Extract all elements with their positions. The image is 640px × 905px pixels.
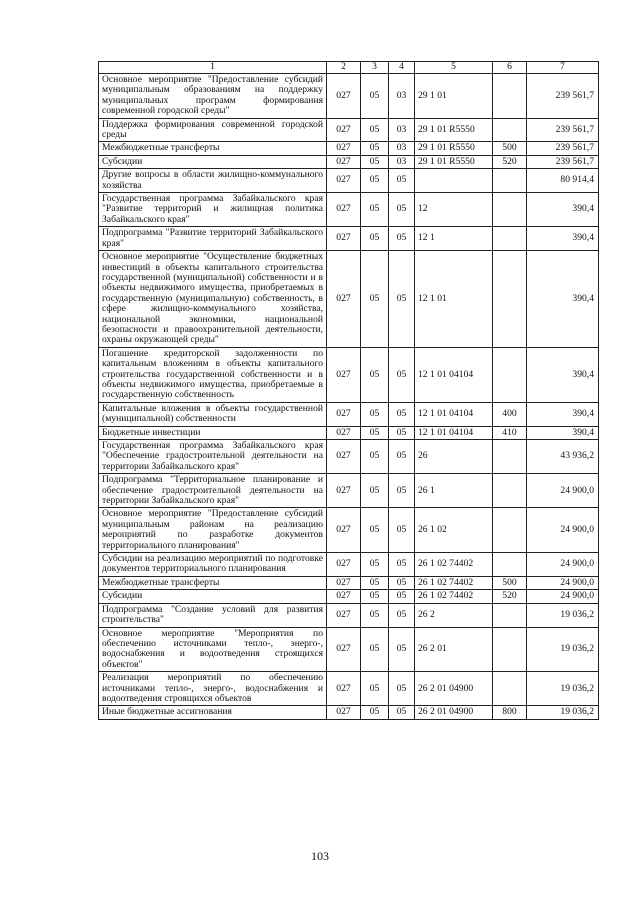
cell-sum: 239 561,7 [527, 142, 599, 155]
cell-csr: 26 2 01 04900 [415, 706, 493, 719]
cell-vr [493, 251, 527, 348]
cell-rz: 05 [361, 440, 389, 474]
cell-csr: 12 [415, 193, 493, 227]
cell-pr: 03 [389, 74, 415, 119]
cell-ved: 027 [327, 426, 361, 439]
cell-pr: 05 [389, 627, 415, 672]
cell-sum: 239 561,7 [527, 118, 599, 142]
cell-vr [493, 74, 527, 119]
cell-vr [493, 118, 527, 142]
column-header-sum: 7 [527, 62, 599, 74]
table-row [99, 603, 599, 627]
cell-vr: 500 [493, 142, 527, 155]
cell-ved: 027 [327, 193, 361, 227]
cell-pr: 05 [389, 508, 415, 553]
cell-rz: 05 [361, 706, 389, 719]
cell-ved: 027 [327, 402, 361, 426]
cell-name: Основное мероприятие "Предоставление субсидий муниципальным образованиям на поддержку муниципальных программ формирования современной городской среды" [99, 74, 327, 119]
table-row [99, 193, 599, 227]
cell-name: Другие вопросы в области жилищно-коммунального хозяйства [99, 169, 327, 193]
cell-rz: 05 [361, 627, 389, 672]
cell-vr [493, 672, 527, 706]
cell-vr [493, 553, 527, 577]
cell-rz: 05 [361, 672, 389, 706]
cell-csr [415, 169, 493, 193]
cell-sum: 390,4 [527, 426, 599, 439]
cell-sum: 19 036,2 [527, 603, 599, 627]
cell-pr: 05 [389, 706, 415, 719]
cell-csr: 12 1 01 04104 [415, 426, 493, 439]
cell-vr [493, 169, 527, 193]
cell-vr [493, 193, 527, 227]
cell-sum: 390,4 [527, 347, 599, 402]
cell-rz: 05 [361, 402, 389, 426]
cell-ved: 027 [327, 672, 361, 706]
cell-name: Реализация мероприятий по обеспечению источниками тепло-, энерго-, водоснабжения и водоотведения строящихся объектов [99, 672, 327, 706]
table-row [99, 426, 599, 439]
table-header-row [99, 62, 599, 74]
cell-sum: 239 561,7 [527, 74, 599, 119]
cell-sum: 239 561,7 [527, 155, 599, 168]
cell-name: Субсидии [99, 590, 327, 603]
cell-sum: 80 914,4 [527, 169, 599, 193]
cell-ved: 027 [327, 440, 361, 474]
table-row [99, 142, 599, 155]
cell-ved: 027 [327, 474, 361, 508]
cell-csr: 29 1 01 R5550 [415, 142, 493, 155]
cell-pr: 05 [389, 553, 415, 577]
cell-ved: 027 [327, 553, 361, 577]
page-number: 103 [311, 849, 329, 863]
cell-pr: 03 [389, 155, 415, 168]
table-row [99, 251, 599, 348]
cell-ved: 027 [327, 706, 361, 719]
cell-sum: 19 036,2 [527, 706, 599, 719]
cell-sum: 24 900,0 [527, 576, 599, 589]
cell-pr: 05 [389, 193, 415, 227]
table-row [99, 440, 599, 474]
cell-ved: 027 [327, 169, 361, 193]
cell-rz: 05 [361, 576, 389, 589]
cell-pr: 03 [389, 118, 415, 142]
cell-rz: 05 [361, 74, 389, 119]
cell-name: Субсидии на реализацию мероприятий по подготовке документов территориального планирования [99, 553, 327, 577]
budget-table [98, 61, 599, 720]
cell-sum: 390,4 [527, 251, 599, 348]
cell-pr: 05 [389, 227, 415, 251]
cell-name: Бюджетные инвестиции [99, 426, 327, 439]
cell-pr: 05 [389, 426, 415, 439]
cell-csr: 12 1 [415, 227, 493, 251]
cell-ved: 027 [327, 590, 361, 603]
cell-rz: 05 [361, 169, 389, 193]
cell-csr: 29 1 01 [415, 74, 493, 119]
cell-ved: 027 [327, 508, 361, 553]
cell-rz: 05 [361, 118, 389, 142]
table-row [99, 155, 599, 168]
table-row [99, 227, 599, 251]
cell-sum: 24 900,0 [527, 553, 599, 577]
table-row [99, 508, 599, 553]
cell-vr [493, 347, 527, 402]
cell-rz: 05 [361, 603, 389, 627]
cell-sum: 43 936,2 [527, 440, 599, 474]
table-row [99, 118, 599, 142]
cell-name: Межбюджетные трансферты [99, 142, 327, 155]
cell-ved: 027 [327, 118, 361, 142]
cell-name: Подпрограмма "Развитие территорий Забайкальского края" [99, 227, 327, 251]
cell-vr [493, 508, 527, 553]
column-header-rz: 3 [361, 62, 389, 74]
table-row [99, 474, 599, 508]
cell-rz: 05 [361, 251, 389, 348]
cell-ved: 027 [327, 227, 361, 251]
table-row [99, 347, 599, 402]
cell-name: Подпрограмма "Создание условий для развития строительства" [99, 603, 327, 627]
cell-vr [493, 627, 527, 672]
cell-ved: 027 [327, 576, 361, 589]
cell-name: Поддержка формирования современной городской среды [99, 118, 327, 142]
cell-ved: 027 [327, 347, 361, 402]
table-row [99, 627, 599, 672]
cell-name: Погашение кредиторской задолженности по капитальным вложениям в объекты капитального строительства государственной собственности и в объекты недвижимого имущества, приобретаемые в государственную собственность [99, 347, 327, 402]
cell-pr: 05 [389, 440, 415, 474]
table-row [99, 553, 599, 577]
cell-vr: 520 [493, 155, 527, 168]
cell-vr: 800 [493, 706, 527, 719]
table-row [99, 672, 599, 706]
cell-csr: 26 2 [415, 603, 493, 627]
column-header-ved: 2 [327, 62, 361, 74]
cell-csr: 29 1 01 R5550 [415, 118, 493, 142]
cell-pr: 05 [389, 251, 415, 348]
cell-rz: 05 [361, 508, 389, 553]
cell-csr: 12 1 01 [415, 251, 493, 348]
cell-name: Основное мероприятие "Предоставление субсидий муниципальным районам на реализацию мероприятий по разработке документов территориального планирования" [99, 508, 327, 553]
cell-pr: 05 [389, 402, 415, 426]
cell-pr: 05 [389, 474, 415, 508]
cell-ved: 027 [327, 251, 361, 348]
cell-csr: 12 1 01 04104 [415, 402, 493, 426]
cell-rz: 05 [361, 193, 389, 227]
cell-ved: 027 [327, 603, 361, 627]
cell-vr: 410 [493, 426, 527, 439]
cell-vr [493, 227, 527, 251]
table-row [99, 706, 599, 719]
cell-rz: 05 [361, 474, 389, 508]
cell-csr: 29 1 01 R5550 [415, 155, 493, 168]
cell-name: Государственная программа Забайкальского края "Обеспечение градостроительной деятельности на территории Забайкальского края" [99, 440, 327, 474]
cell-pr: 05 [389, 603, 415, 627]
cell-csr: 26 2 01 04900 [415, 672, 493, 706]
cell-csr: 12 1 01 04104 [415, 347, 493, 402]
cell-pr: 03 [389, 142, 415, 155]
cell-sum: 24 900,0 [527, 590, 599, 603]
cell-vr [493, 474, 527, 508]
cell-sum: 19 036,2 [527, 627, 599, 672]
cell-rz: 05 [361, 590, 389, 603]
cell-vr: 520 [493, 590, 527, 603]
cell-ved: 027 [327, 74, 361, 119]
cell-vr: 500 [493, 576, 527, 589]
cell-vr [493, 603, 527, 627]
cell-csr: 26 1 02 74402 [415, 553, 493, 577]
cell-sum: 390,4 [527, 193, 599, 227]
cell-name: Государственная программа Забайкальского края "Развитие территорий и жилищная политика Забайкальского края" [99, 193, 327, 227]
cell-sum: 390,4 [527, 227, 599, 251]
cell-rz: 05 [361, 227, 389, 251]
cell-ved: 027 [327, 155, 361, 168]
cell-rz: 05 [361, 426, 389, 439]
cell-csr: 26 1 02 74402 [415, 576, 493, 589]
cell-csr: 26 1 02 [415, 508, 493, 553]
cell-csr: 26 1 02 74402 [415, 590, 493, 603]
cell-rz: 05 [361, 155, 389, 168]
column-header-csr: 5 [415, 62, 493, 74]
cell-rz: 05 [361, 553, 389, 577]
table-row [99, 576, 599, 589]
cell-pr: 05 [389, 169, 415, 193]
cell-sum: 24 900,0 [527, 508, 599, 553]
column-header-vr: 6 [493, 62, 527, 74]
table-row [99, 74, 599, 119]
cell-sum: 390,4 [527, 402, 599, 426]
cell-pr: 05 [389, 590, 415, 603]
cell-name: Капитальные вложения в объекты государственной (муниципальной) собственности [99, 402, 327, 426]
cell-pr: 05 [389, 576, 415, 589]
cell-csr: 26 [415, 440, 493, 474]
cell-name: Подпрограмма "Территориальное планирование и обеспечение градостроительной деятельности на территории Забайкальского края" [99, 474, 327, 508]
cell-name: Иные бюджетные ассигнования [99, 706, 327, 719]
cell-rz: 05 [361, 142, 389, 155]
cell-sum: 19 036,2 [527, 672, 599, 706]
column-header-pr: 4 [389, 62, 415, 74]
table-row [99, 169, 599, 193]
cell-vr: 400 [493, 402, 527, 426]
cell-ved: 027 [327, 627, 361, 672]
cell-pr: 05 [389, 347, 415, 402]
cell-pr: 05 [389, 672, 415, 706]
table-row [99, 402, 599, 426]
cell-ved: 027 [327, 142, 361, 155]
table-row [99, 590, 599, 603]
table-body [99, 74, 599, 720]
cell-csr: 26 2 01 [415, 627, 493, 672]
cell-sum: 24 900,0 [527, 474, 599, 508]
cell-name: Межбюджетные трансферты [99, 576, 327, 589]
cell-rz: 05 [361, 347, 389, 402]
cell-csr: 26 1 [415, 474, 493, 508]
cell-vr [493, 440, 527, 474]
cell-name: Основное мероприятие "Мероприятия по обеспечению источниками тепло-, энерго-, водоснабжения и водоотведения строящихся объектов" [99, 627, 327, 672]
cell-name: Субсидии [99, 155, 327, 168]
column-header-name: 1 [99, 62, 327, 74]
cell-name: Основное мероприятие "Осуществление бюджетных инвестиций в объекты капитального строительства государственной (муниципальной) собственности и в объекты недвижимого имущества, приобретаемых в государственную (муниципальную) собственность, в сфере жилищно-коммунального хозяйства, национальной экономики, национальной безопасности и правоохранительной деятельности, охраны окружающей среды" [99, 251, 327, 348]
